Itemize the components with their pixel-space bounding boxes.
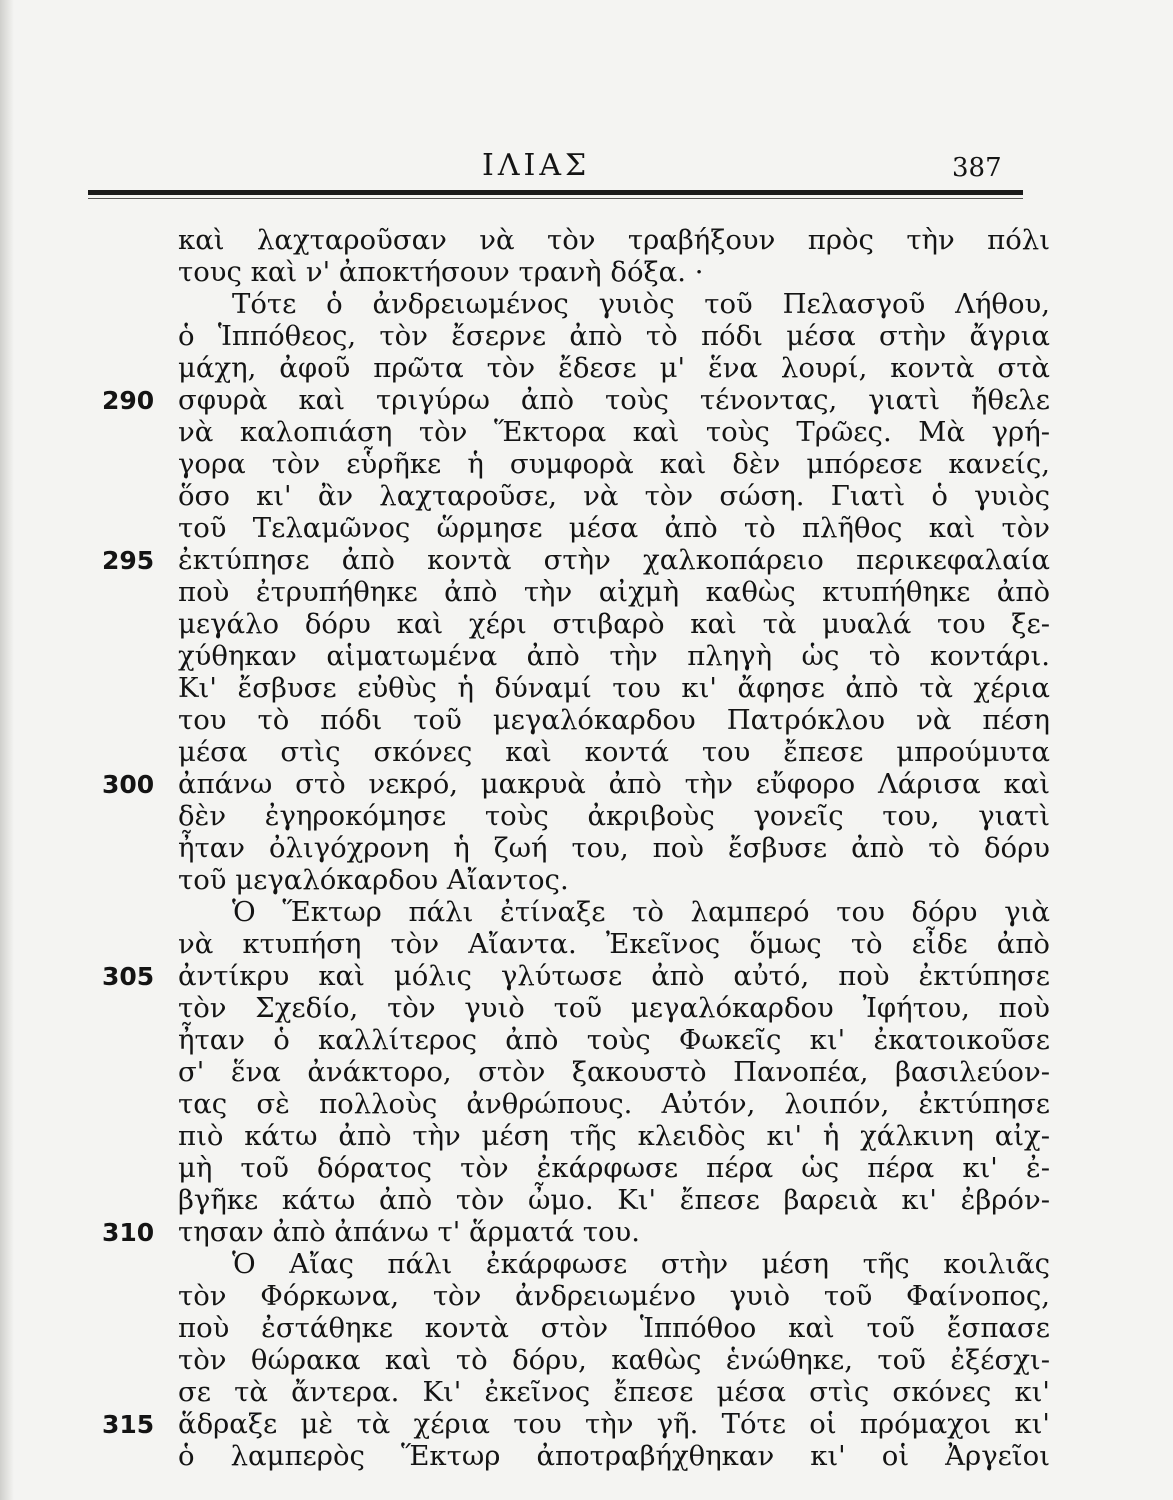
text-line: τοῦ Τελαμῶνος ὥρμησε μέσα ἀπὸ τὸ πλῆθος καὶ τὸν [178,512,1050,544]
spine-shadow [0,0,14,1500]
text-line: ποὺ ἐστάθηκε κοντὰ στὸν Ἱππόθοο καὶ τοῦ ἔσπασε [178,1312,1050,1344]
text-line: ἦταν ὀλιγόχρονη ἡ ζωή του, ποὺ ἔσβυσε ἀπὸ τὸ δόρυ [178,832,1050,864]
text-line: Τότε ὁ ἀνδρειωμένος γυιὸς τοῦ Πελασγοῦ Λήθου, [232,288,1050,320]
text-line: μὴ τοῦ δόρατος τὸν ἐκάρφωσε πέρα ὡς πέρα κι' ἐ- [178,1152,1050,1184]
text-line: σ' ἕνα ἀνάκτορο, στὸν ξακουστὸ Πανοπέα, βασιλεύον- [178,1056,1050,1088]
text-line: ὅσο κι' ἂν λαχταροῦσε, νὰ τὸν σώση. Γιατὶ ὁ γυιὸς [178,480,1050,512]
text-line: καὶ λαχταροῦσαν νὰ τὸν τραβήξουν πρὸς τὴν πόλι [178,224,1050,256]
text-line: μεγάλο δόρυ καὶ χέρι στιβαρὸ καὶ τὰ μυαλά του ξε- [178,608,1050,640]
text-line: ἐκτύπησε ἀπὸ κοντὰ στὴν χαλκοπάρειο περικεφαλαία [178,544,1050,576]
text-line: σε τὰ ἄντερα. Κι' ἐκεῖνος ἔπεσε μέσα στὶς σκόνες κι' [178,1376,1050,1408]
text-line: ἦταν ὁ καλλίτερος ἀπὸ τοὺς Φωκεῖς κι' ἐκατοικοῦσε [178,1024,1050,1056]
text-line: τησαν ἀπὸ ἀπάνω τ' ἅρματά του. [178,1216,640,1248]
text-line: τους καὶ ν' ἀποκτήσουν τρανὴ δόξα. · [178,256,704,288]
text-line: δὲν ἐγηροκόμησε τοὺς ἀκριβοὺς γονεῖς του, γιατὶ [178,800,1050,832]
line-number: 310 [102,1218,155,1247]
text-line: σφυρὰ καὶ τριγύρω ἀπὸ τοὺς τένοντας, γιατὶ ἤθελε [178,384,1050,416]
text-line: Ὁ Αἴας πάλι ἐκάρφωσε στὴν μέση τῆς κοιλιᾶς [232,1248,1050,1280]
text-line: Κι' ἔσβυσε εὐθὺς ἡ δύναμί του κι' ἄφησε ἀπὸ τὰ χέρια [178,672,1050,704]
text-line: χύθηκαν αἱματωμένα ἀπὸ τὴν πληγὴ ὡς τὸ κοντάρι. [178,640,1050,672]
running-head-title: ΙΛΙΑΣ [482,148,591,183]
text-line: νὰ κτυπήση τὸν Αἴαντα. Ἐκεῖνος ὅμως τὸ εἶδε ἀπὸ [178,928,1050,960]
text-line: τοῦ μεγαλόκαρδου Αἴαντος. [178,864,569,896]
header-rule [88,190,1023,195]
text-line: ἀντίκρυ καὶ μόλις γλύτωσε ἀπὸ αὐτό, ποὺ ἐκτύπησε [178,960,1050,992]
line-number: 290 [102,386,155,415]
line-number: 295 [102,546,155,575]
text-line: τας σὲ πολλοὺς ἀνθρώπους. Αὐτόν, λοιπόν, ἐκτύπησε [178,1088,1050,1120]
text-line: Ὁ Ἕκτωρ πάλι ἐτίναξε τὸ λαμπερό του δόρυ γιὰ [232,896,1050,928]
header-rule-thin [88,198,1023,199]
text-line: ὁ λαμπερὸς Ἕκτωρ ἀποτραβήχθηκαν κι' οἱ Ἀργεῖοι [178,1440,1050,1472]
text-line: τὸν θώρακα καὶ τὸ δόρυ, καθὼς ἑνώθηκε, τοῦ ἐξέσχι- [178,1344,1050,1376]
text-line: τὸν Σχεδίο, τὸν γυιὸ τοῦ μεγαλόκαρδου Ἰφήτου, ποὺ [178,992,1050,1024]
text-line: μάχη, ἀφοῦ πρῶτα τὸν ἔδεσε μ' ἕνα λουρί, κοντὰ στὰ [178,352,1050,384]
line-number: 300 [102,770,155,799]
text-line: ἀπάνω στὸ νεκρό, μακρυὰ ἀπὸ τὴν εὔφορο Λάρισα καὶ [178,768,1050,800]
text-line: μέσα στὶς σκόνες καὶ κοντά του ἔπεσε μπρούμυτα [178,736,1050,768]
text-line: γορα τὸν εὗρῆκε ἡ συμφορὰ καὶ δὲν μπόρεσε κανείς, [178,448,1050,480]
text-line: του τὸ πόδι τοῦ μεγαλόκαρδου Πατρόκλου νὰ πέση [178,704,1050,736]
line-number: 305 [102,962,155,991]
page-number: 387 [952,153,1002,183]
text-line: βγῆκε κάτω ἀπὸ τὸν ὦμο. Κι' ἔπεσε βαρειὰ κι' ἐβρόν- [178,1184,1050,1216]
text-line: νὰ καλοπιάση τὸν Ἕκτορα καὶ τοὺς Τρῶες. Μὰ γρή- [178,416,1050,448]
text-line: τὸν Φόρκωνα, τὸν ἀνδρειωμένο γυιὸ τοῦ Φαίνοπος, [178,1280,1050,1312]
text-line: ὁ Ἱππόθεος, τὸν ἔσερνε ἀπὸ τὸ πόδι μέσα στὴν ἄγρια [178,320,1050,352]
text-line: ἅδραξε μὲ τὰ χέρια του τὴν γῆ. Τότε οἱ πρόμαχοι κι' [178,1408,1050,1440]
line-number: 315 [102,1410,155,1439]
text-line: πιὸ κάτω ἀπὸ τὴν μέση τῆς κλειδὸς κι' ἡ χάλκινη αἰχ- [178,1120,1050,1152]
text-line: ποὺ ἐτρυπήθηκε ἀπὸ τὴν αἰχμὴ καθὼς κτυπήθηκε ἀπὸ [178,576,1050,608]
